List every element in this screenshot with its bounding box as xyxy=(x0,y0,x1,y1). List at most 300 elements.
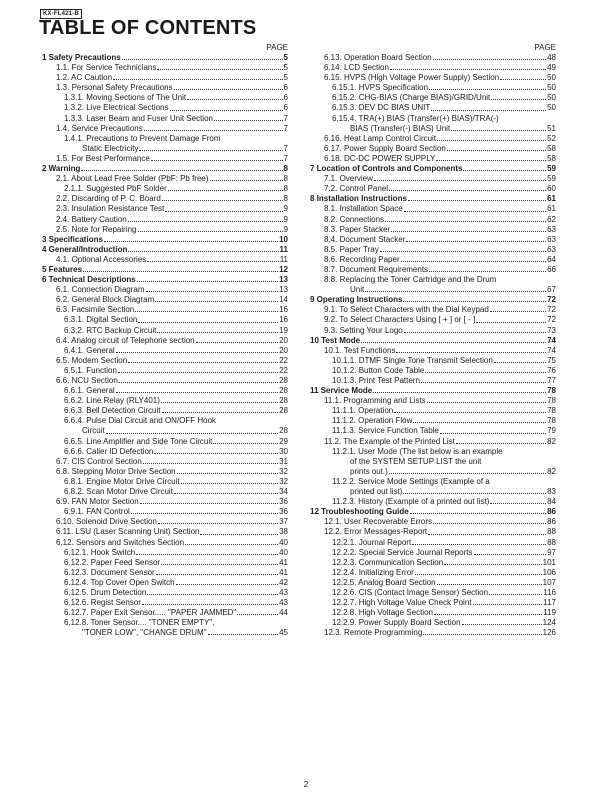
toc-leader-dots xyxy=(116,352,278,353)
toc-leader-dots xyxy=(237,614,278,615)
toc-leader-dots xyxy=(361,342,546,343)
toc-leader-dots xyxy=(83,271,278,272)
toc-leader-dots xyxy=(151,160,283,161)
toc-entry-page: 119 xyxy=(543,608,556,618)
toc-leader-dots xyxy=(427,402,546,403)
toc-entry-page: 106 xyxy=(542,567,556,577)
toc-leader-dots xyxy=(462,624,542,625)
toc-entry[interactable] xyxy=(42,558,288,568)
toc-entry-title: 6.15. HVPS (High Voltage Power Supply) Section xyxy=(324,73,500,83)
toc-entry[interactable] xyxy=(310,285,556,295)
toc-entry-page: 86 xyxy=(547,507,556,517)
toc-leader-dots xyxy=(161,402,278,403)
toc-entry-page: 28 xyxy=(279,426,288,436)
toc-entry[interactable] xyxy=(310,527,556,537)
toc-leader-dots xyxy=(138,231,283,232)
toc-entry-page: 50 xyxy=(547,73,556,83)
toc-leader-dots xyxy=(161,564,278,565)
toc-entry[interactable] xyxy=(42,194,288,204)
toc-leader-dots xyxy=(413,422,546,423)
toc-entry-title: 6.12.5. Drum Detection xyxy=(64,587,147,597)
toc-entry-page: 19 xyxy=(279,325,288,335)
toc-entry[interactable] xyxy=(42,497,288,507)
toc-entry-title: 6.12.1. Hook Switch xyxy=(64,547,136,557)
toc-entry-title: 9.3. Setting Your Logo xyxy=(324,325,403,335)
toc-leader-dots xyxy=(415,574,542,575)
toc-leader-dots xyxy=(187,99,282,100)
toc-entry-title: 6.6.2. Line Relay (RLY401) xyxy=(64,396,160,406)
toc-leader-dots xyxy=(374,180,546,181)
toc-entry[interactable] xyxy=(310,568,556,578)
toc-entry-title: 2.1. About Lead Free Solder (PbF: Pb free) xyxy=(56,174,209,184)
toc-entry[interactable] xyxy=(310,598,556,608)
toc-leader-dots xyxy=(104,241,278,242)
toc-entry[interactable] xyxy=(310,225,556,235)
toc-entry-page: 28 xyxy=(279,376,288,385)
toc-entry-page: 8 xyxy=(283,174,288,184)
toc-leader-dots xyxy=(177,473,278,474)
toc-entry[interactable] xyxy=(42,366,288,376)
toc-entry-page: 72 xyxy=(547,305,556,315)
toc-entry[interactable] xyxy=(310,366,556,376)
toc-entry[interactable] xyxy=(42,437,288,447)
toc-entry[interactable] xyxy=(310,467,556,477)
toc-entry[interactable] xyxy=(310,437,556,447)
toc-entry[interactable] xyxy=(310,154,556,164)
toc-entry[interactable] xyxy=(310,114,556,124)
toc-entry[interactable] xyxy=(310,134,556,144)
toc-entry[interactable] xyxy=(310,73,556,83)
toc-entry-page: 78 xyxy=(547,406,556,416)
toc-entry[interactable] xyxy=(310,93,556,103)
toc-entry[interactable] xyxy=(310,174,556,184)
toc-leader-dots xyxy=(162,200,283,201)
toc-entry-page: 82 xyxy=(547,466,556,476)
toc-entry-title: 6.12. Sensors and Switches Section xyxy=(56,537,185,547)
toc-entry[interactable] xyxy=(310,608,556,618)
toc-entry-title: 6.7. CIS Control Section xyxy=(56,456,142,466)
toc-entry[interactable] xyxy=(42,538,288,548)
toc-entry-page: 44 xyxy=(279,608,288,618)
toc-entry-title: 1 Safety Precautions xyxy=(42,53,121,62)
toc-entry[interactable] xyxy=(42,225,288,235)
toc-entry[interactable] xyxy=(42,336,288,346)
toc-entry-page: 29 xyxy=(279,436,288,446)
toc-entry[interactable] xyxy=(42,83,288,93)
toc-entry-title: 6 Technical Descriptions xyxy=(42,275,136,285)
toc-entry-page: 88 xyxy=(547,527,556,537)
toc-entry[interactable] xyxy=(310,477,556,487)
toc-entry-page: 76 xyxy=(547,365,556,375)
toc-leader-dots xyxy=(174,89,283,90)
toc-entry[interactable] xyxy=(42,184,288,194)
toc-entry[interactable] xyxy=(42,507,288,517)
toc-entry-page: 43 xyxy=(279,598,288,608)
toc-entry[interactable] xyxy=(42,285,288,295)
toc-entry-page: 101 xyxy=(542,557,556,567)
toc-entry[interactable] xyxy=(42,608,288,618)
toc-leader-dots xyxy=(489,594,542,595)
toc-entry-title: 8.3. Paper Stacker xyxy=(324,224,391,234)
toc-entry[interactable] xyxy=(310,548,556,558)
toc-leader-dots xyxy=(394,412,546,413)
toc-entry[interactable] xyxy=(42,134,288,144)
toc-section-entry[interactable] xyxy=(310,336,556,346)
toc-entry[interactable] xyxy=(42,578,288,588)
toc-entry-page: 13 xyxy=(279,275,288,285)
toc-entry-page: 60 xyxy=(547,184,556,194)
toc-entry-title: prints out.) xyxy=(350,466,388,476)
toc-leader-dots xyxy=(500,79,546,80)
toc-entry[interactable] xyxy=(42,255,288,265)
toc-entry-page: 20 xyxy=(279,345,288,355)
toc-entry[interactable] xyxy=(310,144,556,154)
toc-leader-dots xyxy=(404,211,546,212)
toc-entry[interactable] xyxy=(42,144,288,154)
toc-entry[interactable] xyxy=(42,406,288,416)
toc-leader-dots xyxy=(185,544,278,545)
toc-leader-dots xyxy=(403,493,546,494)
toc-entry[interactable] xyxy=(310,326,556,336)
toc-entry[interactable] xyxy=(310,235,556,245)
toc-entry-page: 36 xyxy=(279,497,288,507)
toc-entry-page: 84 xyxy=(547,497,556,507)
toc-entry[interactable] xyxy=(42,426,288,436)
toc-entry[interactable] xyxy=(42,93,288,103)
toc-entry-page: 83 xyxy=(547,487,556,497)
toc-entry-page: 38 xyxy=(279,527,288,537)
toc-entry-title: 11.2.3. History (Example of a printed out list) xyxy=(332,497,490,507)
toc-entry-title: 6.15.2. CHG-BIAS (Charge BIAS)/GRID/Unit xyxy=(332,93,491,103)
toc-leader-dots xyxy=(401,261,546,262)
toc-entry[interactable] xyxy=(42,174,288,184)
toc-entry-title: 6.3.1. Digital Section xyxy=(64,315,138,325)
toc-entry[interactable] xyxy=(42,63,288,73)
toc-entry-page: 107 xyxy=(542,577,556,587)
toc-entry[interactable] xyxy=(42,628,288,638)
toc-entry[interactable] xyxy=(310,396,556,406)
toc-section-entry[interactable] xyxy=(42,275,288,285)
toc-entry[interactable] xyxy=(42,477,288,487)
toc-entry-page: 32 xyxy=(279,476,288,486)
toc-entry[interactable] xyxy=(42,356,288,366)
toc-entry[interactable] xyxy=(310,447,556,457)
toc-entry-title: 6.17. Power Supply Board Section xyxy=(324,143,446,153)
toc-entry[interactable] xyxy=(310,215,556,225)
toc-section-entry[interactable] xyxy=(42,245,288,255)
toc-entry-page: 42 xyxy=(279,577,288,587)
toc-entry[interactable] xyxy=(310,457,556,467)
toc-entry[interactable] xyxy=(42,447,288,457)
toc-leader-dots xyxy=(208,634,279,635)
toc-right-column xyxy=(310,42,556,638)
toc-entry[interactable] xyxy=(310,204,556,214)
toc-section-entry[interactable] xyxy=(42,235,288,245)
toc-section-entry[interactable] xyxy=(310,164,556,174)
toc-entry[interactable] xyxy=(310,578,556,588)
toc-entry[interactable] xyxy=(42,326,288,336)
page-title: TABLE OF CONTENTS xyxy=(39,17,257,39)
toc-entry-page: 78 xyxy=(547,386,556,396)
toc-entry-page: 8 xyxy=(283,194,288,204)
toc-entry[interactable] xyxy=(42,548,288,558)
toc-section-entry[interactable] xyxy=(310,386,556,396)
toc-entry[interactable] xyxy=(42,568,288,578)
toc-entry[interactable] xyxy=(42,487,288,497)
toc-entry-title: 12.2.3. Communication Section xyxy=(332,557,444,567)
toc-leader-dots xyxy=(200,534,278,535)
toc-entry[interactable] xyxy=(310,538,556,548)
toc-leader-dots xyxy=(491,99,546,100)
toc-entry-page: 63 xyxy=(547,244,556,254)
toc-entry-page: 63 xyxy=(547,234,556,244)
toc-entry-title: 10.1.1. DTMF Single Tone Transmit Selection xyxy=(332,355,493,365)
toc-entry[interactable] xyxy=(310,265,556,275)
toc-entry-page: 5 xyxy=(283,73,288,83)
toc-leader-dots xyxy=(165,211,282,212)
toc-entry[interactable] xyxy=(310,315,556,325)
toc-entry[interactable] xyxy=(42,527,288,537)
toc-leader-dots xyxy=(423,634,541,635)
toc-entry-page: 9 xyxy=(283,214,288,224)
toc-entry-title: 11.1.2. Operation Flow xyxy=(332,416,413,426)
toc-entry[interactable] xyxy=(310,628,556,638)
toc-entry-title: 9 Operating Instructions xyxy=(310,295,403,305)
toc-entry[interactable] xyxy=(42,315,288,325)
toc-entry[interactable] xyxy=(310,517,556,527)
toc-entry-title: 8.6. Recording Paper xyxy=(324,254,400,264)
toc-entry[interactable] xyxy=(310,184,556,194)
toc-entry[interactable] xyxy=(310,275,556,285)
toc-entry-title: 6.1. Connection Diagram xyxy=(56,285,145,295)
toc-entry-page: 43 xyxy=(279,587,288,597)
toc-entry[interactable] xyxy=(310,588,556,598)
toc-leader-dots xyxy=(156,574,278,575)
toc-entry-page: 78 xyxy=(547,396,556,406)
toc-entry-page: 117 xyxy=(543,598,556,608)
toc-entry[interactable] xyxy=(42,467,288,477)
toc-leader-dots xyxy=(385,221,546,222)
toc-entry-page: 5 xyxy=(283,63,288,73)
toc-entry-page: 8 xyxy=(283,184,288,194)
toc-entry-page: 40 xyxy=(279,537,288,547)
toc-leader-dots xyxy=(144,130,283,131)
toc-section-entry[interactable] xyxy=(310,507,556,517)
toc-leader-dots xyxy=(494,362,546,363)
toc-entry[interactable] xyxy=(310,255,556,265)
toc-entry-title: 6.12.2. Paper Feed Sensor xyxy=(64,557,161,567)
toc-entry-title: 6.6.1. General xyxy=(64,386,115,396)
toc-entry-title: 6.15.1. HVPS Specification xyxy=(332,83,429,93)
toc-entry-title: 8.1. Installation Space xyxy=(324,204,403,214)
toc-leader-dots xyxy=(429,271,546,272)
toc-entry[interactable] xyxy=(42,124,288,134)
toc-leader-dots xyxy=(210,180,283,181)
toc-entry-title: 6.12.6. Regist Sensor xyxy=(64,598,141,608)
toc-leader-dots xyxy=(431,110,546,111)
toc-entry[interactable] xyxy=(42,376,288,386)
toc-leader-dots xyxy=(473,604,543,605)
toc-entry-title: 7 Location of Controls and Components xyxy=(310,164,463,174)
toc-entry-title: 6.6.3. Bell Detection Circuit xyxy=(64,406,161,416)
toc-entry[interactable] xyxy=(310,376,556,386)
toc-left-column xyxy=(42,42,288,638)
toc-section-entry[interactable] xyxy=(42,265,288,275)
toc-entry-title: 12.2.1. Journal Report xyxy=(332,537,412,547)
toc-entry-title: Static Electricity xyxy=(82,143,139,153)
toc-entry-title: 11.1.3. Service Function Table xyxy=(332,426,439,436)
toc-entry[interactable] xyxy=(42,114,288,124)
toc-entry[interactable] xyxy=(42,416,288,426)
toc-entry[interactable] xyxy=(42,346,288,356)
toc-entry[interactable] xyxy=(42,517,288,527)
toc-entry-title: "TONER LOW", "CHANGE DRUM" xyxy=(82,628,207,638)
toc-section-entry[interactable] xyxy=(42,53,288,63)
toc-entry-page: 126 xyxy=(542,628,556,638)
toc-entry[interactable] xyxy=(42,386,288,396)
toc-entry-page: 28 xyxy=(279,406,288,416)
toc-entry-page: 88 xyxy=(547,537,556,547)
toc-entry-title: 6.2. General Block Diagram xyxy=(56,295,155,305)
toc-entry[interactable] xyxy=(42,305,288,315)
toc-entry-title: 11 Service Mode xyxy=(310,386,373,396)
toc-entry-title: 11.2.1. User Mode (The list below is an example xyxy=(332,446,503,456)
toc-leader-dots xyxy=(136,554,278,555)
toc-entry-page: 97 xyxy=(547,547,556,557)
toc-entry[interactable] xyxy=(42,598,288,608)
toc-leader-dots xyxy=(137,281,278,282)
toc-entry[interactable] xyxy=(310,497,556,507)
toc-entry[interactable] xyxy=(42,457,288,467)
toc-entry[interactable] xyxy=(310,346,556,356)
toc-section-entry[interactable] xyxy=(42,164,288,174)
toc-entry-page: 13 xyxy=(279,285,288,295)
toc-entry-title: 6.13. Operation Board Section xyxy=(324,53,432,62)
toc-leader-dots xyxy=(437,584,542,585)
toc-leader-dots xyxy=(81,170,282,171)
toc-entry[interactable] xyxy=(310,53,556,63)
toc-entry-page: 45 xyxy=(279,628,288,638)
toc-entry-page: 116 xyxy=(543,587,556,597)
toc-entry-title: 6.4. Analog circuit of Telephone section xyxy=(56,335,195,345)
toc-entry[interactable] xyxy=(42,73,288,83)
toc-entry-page: 61 xyxy=(547,194,556,204)
toc-entry-title: 12.3. Remote Programming xyxy=(324,628,423,638)
toc-entry-title: 1.3.2. Live Electrical Sections xyxy=(64,103,169,113)
toc-entry[interactable] xyxy=(42,154,288,164)
toc-entry[interactable] xyxy=(310,487,556,497)
toc-entry-title: 11.2. The Example of the Printed List xyxy=(324,436,455,446)
toc-entry-title: 9.2. To Select Characters Using [ + ] or [ - ] xyxy=(324,315,476,325)
toc-entry-page: 58 xyxy=(547,153,556,163)
toc-entry[interactable] xyxy=(310,103,556,113)
toc-entry[interactable] xyxy=(42,618,288,628)
toc-entry[interactable] xyxy=(310,63,556,73)
toc-entry-page: 6 xyxy=(283,83,288,93)
toc-entry-title: BIAS (Transfer(-) BIAS) Unit xyxy=(350,123,451,133)
toc-leader-dots xyxy=(391,231,546,232)
toc-leader-dots xyxy=(396,352,546,353)
toc-entry-page: 72 xyxy=(547,315,556,325)
toc-entry-title: 6.9. FAN Motor Section xyxy=(56,497,139,507)
toc-leader-dots xyxy=(403,301,546,302)
toc-entry[interactable] xyxy=(42,295,288,305)
toc-entry-title: 6.12.7. Paper Exit Sensor..... "PAPER JAMMED" xyxy=(64,608,237,618)
toc-entry-page: 72 xyxy=(547,295,556,305)
toc-entry-page: 52 xyxy=(547,133,556,143)
toc-entry[interactable] xyxy=(42,103,288,113)
toc-entries-left xyxy=(42,53,288,638)
toc-leader-dots xyxy=(436,160,546,161)
toc-entry[interactable] xyxy=(310,416,556,426)
toc-entry-title: 8.7. Document Requirements xyxy=(324,264,429,274)
toc-section-entry[interactable] xyxy=(310,295,556,305)
toc-entry-page: 14 xyxy=(279,295,288,305)
toc-entry[interactable] xyxy=(42,588,288,598)
toc-entry[interactable] xyxy=(310,356,556,366)
toc-entry-title: 12.2.5. Analog Board Section xyxy=(332,577,436,587)
toc-entry-title: of the SYSTEM SETUP LIST the unit xyxy=(350,456,482,466)
toc-entry[interactable] xyxy=(310,406,556,416)
toc-leader-dots xyxy=(142,604,278,605)
toc-entry[interactable] xyxy=(310,83,556,93)
toc-entry[interactable] xyxy=(42,215,288,225)
toc-entry-page: 75 xyxy=(547,355,556,365)
toc-entry[interactable] xyxy=(42,396,288,406)
toc-leader-dots xyxy=(116,392,278,393)
toc-entry-page: 41 xyxy=(279,557,288,567)
toc-entry-title: 12.2. Error Messages-Report xyxy=(324,527,428,537)
page-number: 2 xyxy=(303,780,309,789)
toc-entry-page: 50 xyxy=(547,83,556,93)
toc-entry-title: 6.6.5. Line Amplifier and Side Tone Circuit xyxy=(64,436,213,446)
toc-entry-title: 6.12.3. Document Sensor xyxy=(64,567,155,577)
toc-entry[interactable] xyxy=(310,558,556,568)
toc-entry-title: 8.2. Connections xyxy=(324,214,385,224)
toc-entry-title: 6.6.4. Pulse Dial Circuit and ON/OFF Hook xyxy=(64,416,217,426)
toc-leader-dots xyxy=(433,523,546,524)
toc-entry-page: 41 xyxy=(279,567,288,577)
toc-entry-title: 4 General/Introduction xyxy=(42,244,128,254)
toc-entry[interactable] xyxy=(310,245,556,255)
toc-leader-dots xyxy=(490,311,546,312)
toc-leader-dots xyxy=(128,362,278,363)
toc-entry-title: 8 Installation Instructions xyxy=(310,194,407,204)
toc-entry[interactable] xyxy=(310,426,556,436)
toc-entry-title: 11.2.2. Service Mode Settings (Example of a xyxy=(332,476,490,486)
toc-entry-page: 59 xyxy=(547,174,556,184)
toc-entry-title: 6.18. DC-DC POWER SUPPLY xyxy=(324,153,436,163)
toc-leader-dots xyxy=(428,534,546,535)
toc-entry[interactable] xyxy=(42,204,288,214)
toc-leader-dots xyxy=(365,291,546,292)
toc-leader-dots xyxy=(146,291,279,292)
toc-entry[interactable] xyxy=(310,618,556,628)
toc-entry[interactable] xyxy=(310,305,556,315)
toc-section-entry[interactable] xyxy=(310,194,556,204)
toc-entry-title: 6.14. LCD Section xyxy=(324,63,389,73)
toc-entry-title: 6.8.1. Engine Motor Drive Circuit xyxy=(64,476,180,486)
toc-entry-page: 9 xyxy=(283,224,288,234)
toc-entry-title: 2.5. Note for Repairing xyxy=(56,224,137,234)
toc-entry-title: 2.2. Discarding of P. C. Board xyxy=(56,194,161,204)
toc-entry[interactable] xyxy=(310,124,556,134)
toc-entry-title: 6.12.8. Toner Sensor.... "TONER EMPTY", xyxy=(64,618,215,628)
toc-leader-dots xyxy=(433,59,546,60)
toc-leader-dots xyxy=(412,544,546,545)
toc-entry-title: 2 Warning xyxy=(42,164,81,174)
toc-entry-title: 6.5. Modem Section xyxy=(56,355,128,365)
